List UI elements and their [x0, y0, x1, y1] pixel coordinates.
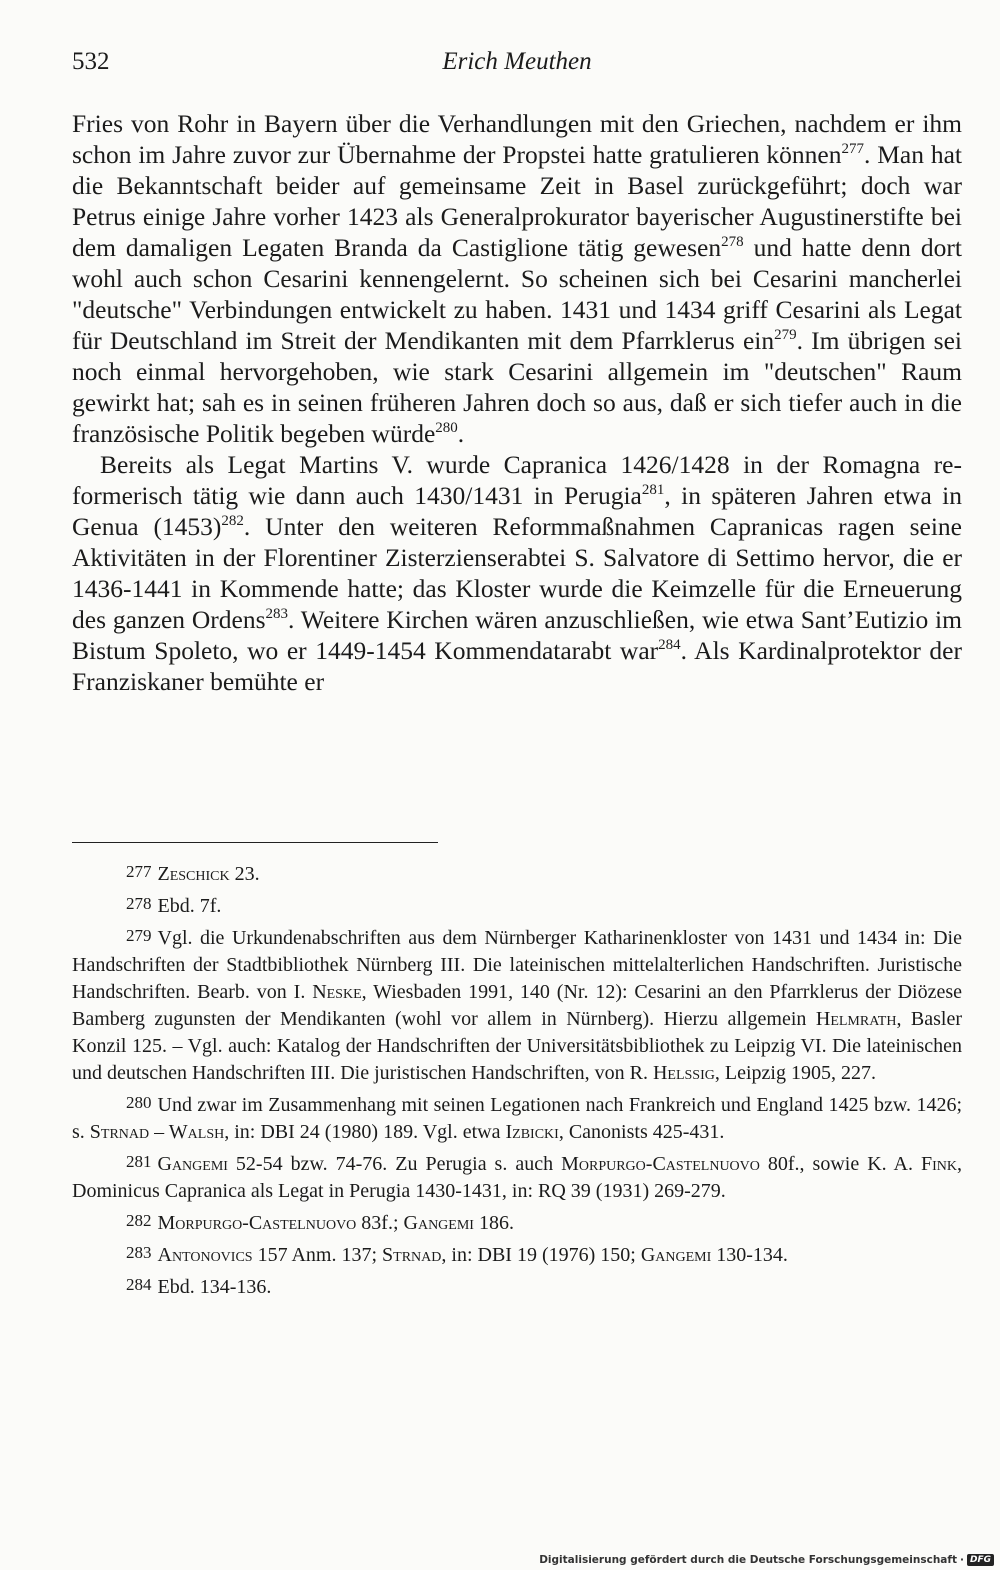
footnote	[72, 1089, 962, 1146]
footnote	[72, 922, 962, 1087]
footnote-ref[interactable]: 277	[841, 141, 865, 157]
author-name: Morpurgo-Castelnuovo	[561, 1153, 760, 1175]
footnote-number: 278	[126, 894, 152, 913]
author-name: Helmrath	[815, 1008, 897, 1030]
footnote-text: , Leipzig 1905, 227.	[714, 1062, 876, 1084]
text-run: Bereits als Legat Martins V. wurde Capranica 1426/1428 in der Romagna reformerisch tätig wie dann auch 1430/1431 in Perugia	[72, 450, 962, 510]
text-run: . Weitere Kirchen wären anzuschließen, wie etwa Sant’Eutizio im Bistum Spoleto, wo er 1449-1454 Kommendatarabt war	[72, 605, 962, 665]
author-name: Strnad – Walsh	[89, 1121, 225, 1143]
main-text	[72, 108, 962, 697]
footnote-ref[interactable]: 280	[435, 420, 458, 436]
footnote	[72, 1207, 962, 1237]
footnote-number: 282	[126, 1211, 152, 1230]
footnote-text: , Canonists 425-431.	[558, 1121, 725, 1143]
dfg-logo: DFG	[967, 1554, 994, 1566]
author-name: Helssig	[652, 1062, 715, 1084]
banner-text: Digitalisierung gefördert durch die Deutsche Forschungsgemeinschaft	[539, 1554, 957, 1566]
footnote	[72, 1271, 962, 1301]
page-number: 532	[72, 48, 110, 75]
footnote-number: 280	[126, 1093, 152, 1112]
footnote-text: Ebd. 134-136.	[157, 1276, 272, 1298]
footnote-divider	[72, 842, 438, 843]
footnote-ref[interactable]: 284	[658, 637, 681, 653]
footnote	[72, 858, 962, 888]
author-name: Gangemi	[157, 1153, 228, 1175]
author-name: Strnad	[382, 1244, 442, 1266]
text-run: . Man hat die Bekanntschaft beider auf gemeinsame Zeit in Basel zurückgeführt; doch war Petrus einige Jahre vorher 1423 als Generalprokurator bayerischer Augustinerstifte bei dem damaligen Legaten Branda da Castiglione tätig gewesen	[72, 140, 962, 262]
text-run: . Im übrigen sei noch einmal hervorgehoben, wie stark Cesarini allgemein im "deutschen" Raum gewirkt hat; sah es in seinen früheren Jahren doch so aus, daß er sich tiefer auch in die französische Politik begeben würde	[72, 326, 962, 448]
footnote-text: 83f.;	[356, 1212, 404, 1234]
footnote-text: Ebd. 7f.	[157, 895, 222, 917]
separator-dot: ·	[959, 1554, 964, 1566]
paragraph	[72, 108, 962, 449]
text-run: . Unter den weiteren Reformmaßnahmen Capranicas ragen seine Aktivitäten in der Florentiner Zisterzienserabtei S. Salvatore di Settimo hervor, die er 1436-1441 in Kommende hatte; das Kloster wurde die Keimzelle für die Erneuerung des ganzen Ordens	[72, 512, 962, 634]
footnote-text: , Dominicus Capranica als Legat in Perugia 1430-1431, in: RQ 39 (1931) 269-279.	[72, 1153, 962, 1202]
footnote-text: 23.	[229, 863, 260, 885]
footnote-text: , in: DBI 19 (1976) 150;	[441, 1244, 641, 1266]
footnote-ref[interactable]: 282	[221, 513, 244, 529]
footnote-text: 130-134.	[711, 1244, 788, 1266]
footnote-text: , Basler Konzil 125. – Vgl. auch: Katalog der Handschriften der Universitätsbibliothek zu Leipzig VI. Die lateinischen und deutschen Handschriften III. Die juristischen Handschriften, von R.	[72, 1008, 963, 1084]
footnote-number: 284	[126, 1275, 152, 1294]
paragraph	[72, 449, 962, 697]
author-name: Fink	[920, 1153, 957, 1175]
author-name: Izbicki	[505, 1121, 559, 1143]
footnote-number: 283	[126, 1243, 152, 1262]
text-run: .	[457, 419, 465, 448]
footnote-ref[interactable]: 278	[721, 234, 744, 250]
author-name: Gangemi	[403, 1212, 474, 1234]
footnote-ref[interactable]: 283	[265, 606, 289, 622]
text-run: Fries von Rohr in Bayern über die Verhandlungen mit den Griechen, nachdem er ihm schon im Jahre zuvor zur Übernahme der Propstei hatte gratulieren können	[72, 109, 962, 169]
text-run: , in späteren Jahren etwa in Genua (1453)	[72, 481, 962, 541]
author-name: Antonovics	[157, 1244, 253, 1266]
author-name: Gangemi	[640, 1244, 712, 1266]
footnote	[72, 890, 962, 920]
footnote-text: Und zwar im Zusammenhang mit seinen Legationen nach Frankreich und England 1425 bzw. 1426; s.	[72, 1094, 962, 1143]
footnote	[72, 1148, 962, 1205]
author-name: Neske	[312, 981, 362, 1003]
footnote-ref[interactable]: 281	[641, 482, 665, 498]
footnote-text: 186.	[473, 1212, 514, 1234]
author-name: Zeschick	[157, 863, 230, 885]
author-name: Morpurgo-Castelnuovo	[157, 1212, 357, 1234]
footnote-ref[interactable]: 279	[774, 327, 797, 343]
page-header	[72, 48, 962, 84]
digitization-banner	[539, 1554, 994, 1566]
footnote-number: 279	[126, 926, 152, 945]
footnote	[72, 1239, 962, 1269]
running-head: Erich Meuthen	[442, 48, 592, 75]
text-run: und hatte denn dort wohl auch schon Cesarini kennengelernt. So scheinen sich bei Cesarini mancherlei "deutsche" Verbindungen entwickelt zu haben. 1431 und 1434 griff Cesarini als Legat für Deutschland im Streit der Mendikanten mit dem Pfarrklerus ein	[72, 233, 962, 355]
footnote-text: , Wiesbaden 1991, 140 (Nr. 12): Cesarini an den Pfarrklerus der Diözese Bamberg zugunsten der Mendikanten (wohl vor allem in Nürnberg). Hierzu allgemein	[72, 981, 962, 1030]
text-run: . Als Kardinalprotektor der Franziskaner bemühte er	[72, 636, 962, 696]
footnote-text: 157 Anm. 137;	[252, 1244, 383, 1266]
footnote-text: 80f., sowie K. A.	[759, 1153, 921, 1175]
footnote-text: Vgl. die Urkundenabschriften aus dem Nürnberger Katharinenkloster von 1431 und 1434 in: Die Handschriften der Stadtbibliothek Nürnberg III. Die lateinischen mittelalterlichen Handschriften. Juristische Handschriften. Bearb. von I.	[72, 927, 962, 1003]
footnote-text: 52-54 bzw. 74-76. Zu Perugia s. auch	[227, 1153, 562, 1175]
footnote-number: 277	[126, 862, 152, 881]
footnotes	[72, 858, 962, 1303]
footnote-number: 281	[126, 1152, 152, 1171]
footnote-text: , in: DBI 24 (1980) 189. Vgl. etwa	[224, 1121, 506, 1143]
